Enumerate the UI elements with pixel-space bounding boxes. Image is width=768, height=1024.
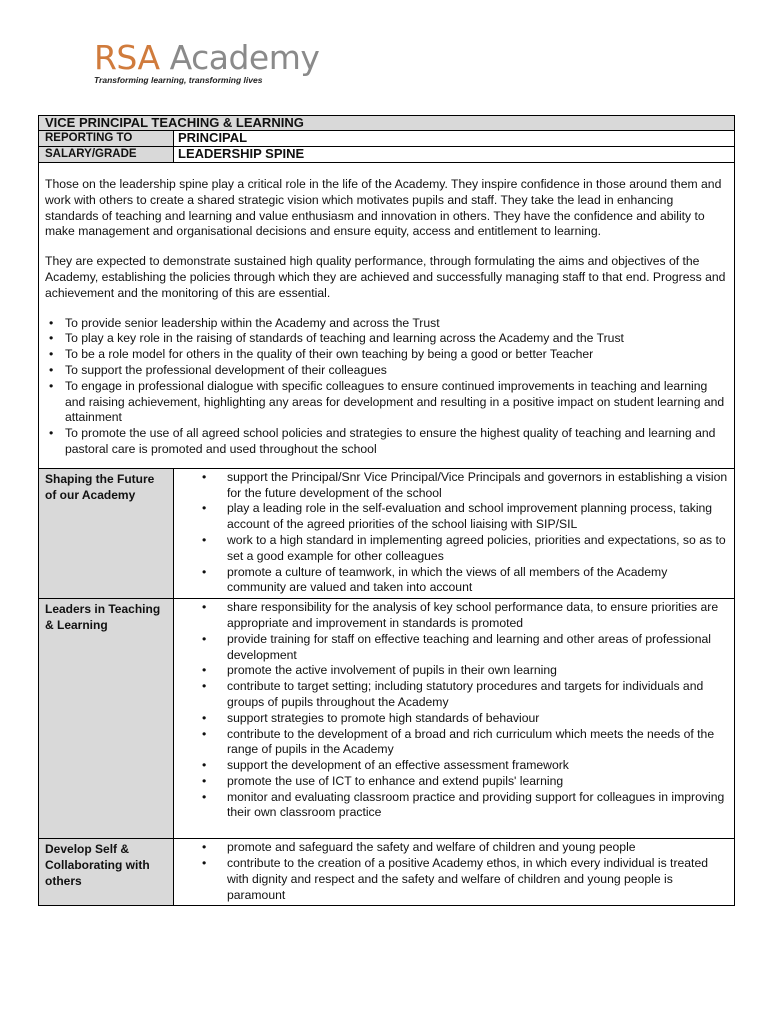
section-bullet-list xyxy=(174,470,728,596)
section-bullet: • promote the use of ICT to enhance and extend pupils' learning xyxy=(174,774,728,790)
intro-bullet: • To provide senior leadership within the Academy and across the Trust xyxy=(45,316,726,332)
section-heading: Leaders in Teaching & Learning xyxy=(39,599,174,839)
section-bullet: • promote the active involvement of pupils in their own learning xyxy=(174,663,728,679)
intro-bullet: • To engage in professional dialogue with specific colleagues to ensure continued improvements in teaching and learning and raising achievement, highlighting any areas for development and resulting in a positive impact on student learning and attainment xyxy=(45,379,726,426)
salary-label: SALARY/GRADE xyxy=(39,147,174,163)
section-bullet-list xyxy=(174,840,728,903)
rsa-academy-logo xyxy=(94,40,319,85)
intro-bullet: • To support the professional development of their colleagues xyxy=(45,363,726,379)
section-bullet: • contribute to the creation of a positive Academy ethos, in which every individual is treated with dignity and respect and the safety and welfare of children and young people is paramount xyxy=(174,856,728,903)
section-body xyxy=(174,468,735,598)
job-title: VICE PRINCIPAL TEACHING & LEARNING xyxy=(39,116,735,131)
section-bullet: • provide training for staff on effective teaching and learning and other areas of professional development xyxy=(174,632,728,664)
section-bullet: • support the Principal/Snr Vice Principal/Vice Principals and governors in establishing a vision for the future development of the school xyxy=(174,470,728,502)
section-bullet: • support strategies to promote high standards of behaviour xyxy=(174,711,728,727)
reporting-row xyxy=(39,131,735,147)
section-bullet-list xyxy=(174,600,728,821)
intro-paragraph: Those on the leadership spine play a critical role in the life of the Academy. They inspire confidence in those around them and work with others to create a shared strategic vision which motivates pupils and staff. They take the lead in enhancing standards of teaching and learning and value enthusiasm and innovation in others. They have the confidence and ability to make management and organisational decisions and ensure equity, access and entitlement to learning. xyxy=(45,177,722,239)
logo-academy: Academy xyxy=(169,38,320,77)
salary-row xyxy=(39,147,735,163)
section-row-leaders-teaching xyxy=(39,599,735,839)
intro-bullet: • To play a key role in the raising of standards of teaching and learning across the Academy and the Trust xyxy=(45,331,726,347)
intro-bullet: • To promote the use of all agreed school policies and strategies to ensure the highest quality of teaching and learning and pastoral care is promoted and used throughout the school xyxy=(45,426,726,458)
section-bullet: • contribute to the development of a broad and rich curriculum which meets the needs of the range of pupils in the Academy xyxy=(174,727,728,759)
intro-bullet-list xyxy=(45,316,726,458)
title-row xyxy=(39,116,735,131)
salary-value: LEADERSHIP SPINE xyxy=(174,147,735,163)
section-bullet: • promote and safeguard the safety and welfare of children and young people xyxy=(174,840,728,856)
section-bullet: • play a leading role in the self-evaluation and school improvement planning process, taking account of the agreed priorities of the school liaising with SIP/SIL xyxy=(174,501,728,533)
logo-wordmark xyxy=(94,40,319,76)
logo-tagline: Transforming learning, transforming lives xyxy=(94,75,263,85)
reporting-value: PRINCIPAL xyxy=(174,131,735,147)
section-bullet: • work to a high standard in implementing agreed policies, priorities and expectations, so as to set a good example for other colleagues xyxy=(174,533,728,565)
section-bullet: • monitor and evaluating classroom practice and providing support for colleagues in improving their own classroom practice xyxy=(174,790,728,822)
section-bullet: • support the development of an effective assessment framework xyxy=(174,758,728,774)
section-bullet: • share responsibility for the analysis of key school performance data, to ensure priorities are appropriate and improvement in standards is promoted xyxy=(174,600,728,632)
section-heading: Shaping the Future of our Academy xyxy=(39,468,174,598)
logo-rsa: RSA xyxy=(94,38,160,77)
intro-paragraph: They are expected to demonstrate sustained high quality performance, through formulating the aims and objectives of the Academy, establishing the policies through which they are achieved and successfully managing staff to that end. Progress and achievement and the monitoring of this are essential. xyxy=(45,254,726,300)
section-row-shaping-future xyxy=(39,468,735,598)
intro-bullet: • To be a role model for others in the quality of their own teaching by being a good or better Teacher xyxy=(45,347,726,363)
intro-row xyxy=(39,163,735,469)
job-description-table xyxy=(38,115,735,906)
section-row-develop-self xyxy=(39,839,735,906)
reporting-label: REPORTING TO xyxy=(39,131,174,147)
section-bullet: • promote a culture of teamwork, in which the views of all members of the Academy community are valued and taken into account xyxy=(174,565,728,597)
section-body xyxy=(174,839,735,906)
intro-cell xyxy=(39,163,735,469)
section-heading: Develop Self & Collaborating with others xyxy=(39,839,174,906)
section-bullet: • contribute to target setting; including statutory procedures and targets for individuals and groups of pupils throughout the Academy xyxy=(174,679,728,711)
section-body xyxy=(174,599,735,839)
